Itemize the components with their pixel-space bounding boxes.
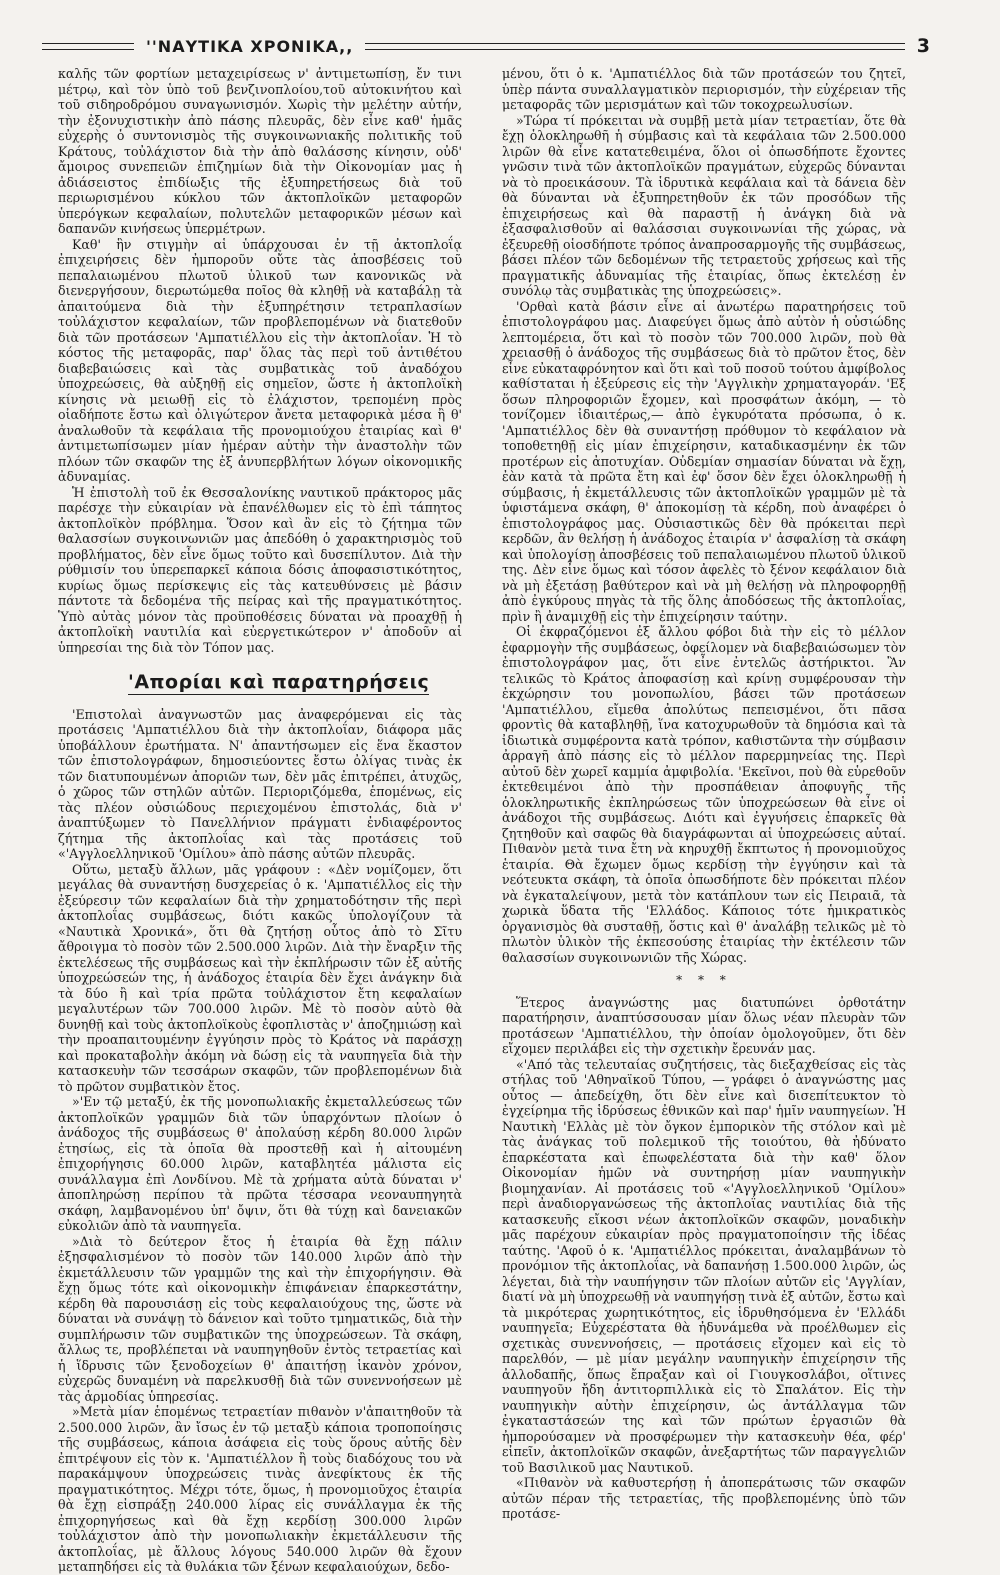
article-paragraph: μένου, ὅτι ὁ κ. 'Αμπατιέλλος διὰ τῶν προτάσεών του ζητεῖ, ὑπὲρ πάντα συναλλαγματικὸν περιορισμόν, τὴν εὐχέρειαν τῆς μεταφορᾶς τῶν μερισμάτων καὶ τῶν τοκοχρεωλυσίων. bbox=[502, 66, 906, 112]
page-header bbox=[42, 34, 930, 58]
article-paragraph: 'Επιστολαὶ ἀναγνωστῶν μας ἀναφερόμεναι εἰς τὰς προτάσεις 'Αμπατιέλλου διὰ τὴν ἀκτοπλοΐαν, διάφορα μᾶς ὑποβάλλουν ἐρωτήματα. Ν' ἀπαντήσωμεν εἰς ἕνα ἕκαστον τῶν ἐπιστολογράφων, δημοσιεύοντες ἔστω ὀλίγας τινὰς ἐκ τῶν διατυπουμένων ἀποριῶν των, δὲν μᾶς ἐπιτρέπει, ἀτυχῶς, ὁ χῶρος τῶν στηλῶν αὐτῶν. Περιοριζόμεθα, ἑπομένως, εἰς τὰς πλέον οὐσιώδους περιεχομένου ἐπιστολάς, διὰ ν' ἀναπτύξωμεν τὸ Πανελλήνιον πράγματι ἐνδιαφέροντος ζήτημα τῆς ἀκτοπλοΐας καὶ τὰς προτάσεις τοῦ «'Αγγλοελληνικοῦ 'Ομίλου» ἀπὸ πάσης αὐτῶν πλευρᾶς. bbox=[58, 706, 462, 861]
article-paragraph: »Μετὰ μίαν ἑπομένως τετραετίαν πιθανὸν ν'ἀπαιτηθοῦν τὰ 2.500.000 λιρῶν, ἂν ἴσως ἐν τῷ μεταξὺ κάποια τροποποίησις τῆς συμβάσεως, κάποια ἀσάφεια εἰς τοὺς ὅρους αὐτῆς δὲν ἐπιτρέψουν εἰς τὸν κ. 'Αμπατιέλλον ἢ τοὺς διαδόχους του νὰ παρακάμψουν ὑποχρεώσεις τινὰς ἀνεφίκτους ἐκ τῆς πραγματικότητος. Μέχρι τότε, ὅμως, ἡ προνομιοῦχος ἑταιρία θὰ ἔχῃ εἰσπράξῃ 240.000 λίρας εἰς συνάλλαγμα ἐκ τῆς ἐπιχορηγήσεως καὶ θὰ ἔχῃ κερδίσῃ 300.000 λιρῶν τοὐλάχιστον ἀπὸ τὴν μονοπωλιακὴν ἐκμετάλλευσιν τῆς ἀκτοπλοΐας, μὲ ἄλλους λόγους 540.000 λιρῶν θὰ ἔχουν μεταπηδήσει εἰς τὰ θυλάκια τῶν ξένων κεφαλαιούχων, δεδο- bbox=[58, 1404, 462, 1574]
article-paragraph: Ἡ ἐπιστολὴ τοῦ ἐκ Θεσσαλονίκης ναυτικοῦ πράκτορος μᾶς παρέσχε τὴν εὐκαιρίαν νὰ ἐπανέλθωμεν εἰς τὸ ἐπὶ τάπητος ἀκτοπλοϊκὸν πρόβλημα. Ὅσον καὶ ἂν εἰς τὸ ζήτημα τῶν θαλασσίων συγκοινωνιῶν μας ἀπεδόθη ὁ χαρακτηρισμὸς τοῦ προβλήματος, δὲν εἶνε ὅμως τοῦτο καὶ δυσεπίλυτον. Διὰ τὴν ρύθμισίν του ὑπερεπαρκεῖ κάποια δόσις ἀποφασιστικότητος, κυρίως ὅμως περίσκεψις εἰς τὰς κατευθύνσεις μὲ βάσιν πάντοτε τὰ δεδομένα τῆς πείρας καὶ τῆς πραγματικότητος. Ὑπὸ αὐτὰς μόνον τὰς προϋποθέσεις δύναται νὰ προαχθῇ ἡ ἀκτοπλοϊκὴ ναυτιλία καὶ εὐεργετικώτερον ν' ἀποδοῦν αἱ ὑπηρεσίαι της διὰ τὸν Τόπον μας. bbox=[58, 484, 462, 655]
section-heading-text: 'Απορίαι καὶ παρατηρήσεις bbox=[128, 671, 430, 693]
article-paragraph: »'Εν τῷ μεταξύ, ἐκ τῆς μονοπωλιακῆς ἐκμεταλλεύσεως τῶν ἀκτοπλοϊκῶν γραμμῶν διὰ τῶν ὑπαρχόντων πλοίων ὁ ἀνάδοχος τῆς συμβάσεως θ' ἀπολαύσῃ κέρδη 80.000 λιρῶν ἐτησίως, εἰς τὰ ὁποῖα θὰ προστεθῇ καὶ ἡ αἰτουμένη ἐπιχορήγησις 60.000 λιρῶν, καταβλητέα μάλιστα εἰς συνάλλαγμα ἐπὶ Λονδίνου. Μὲ τὰ χρήματα αὐτὰ δύναται ν' ἀποπληρώσῃ περίπου τὰ πρῶτα τέσσαρα νεοναυπηγητὰ σκάφη, λαμβανομένου ὑπ' ὄψιν, ὅτι θὰ τύχῃ καὶ δανειακῶν εὐκολιῶν ἀπὸ τὰ ναυπηγεῖα. bbox=[58, 1094, 462, 1233]
section-separator: * * * bbox=[676, 973, 732, 987]
article-paragraph: Οὕτω, μεταξὺ ἄλλων, μᾶς γράφουν : «Δὲν νομίζομεν, ὅτι μεγάλας θὰ συναντήσῃ δυσχερείας ὁ κ. 'Αμπατιέλλος εἰς τὴν ἐξεύρεσιν τῶν κεφαλαίων διὰ τὴν χρηματοδότησιν τῆς περὶ ἀκτοπλοΐας συμβάσεως, διότι κακῶς ὑπολογίζουν τὰ «Ναυτικὰ Χρονικά», ὅτι θὰ ζητήσῃ οὗτος ἀπὸ τὸ Σῖτυ ἄθροιγμα τὸ ποσὸν τῶν 2.500.000 λιρῶν. Διὰ τὴν ἔναρξιν τῆς ἐκτελέσεως τῆς συμβάσεως καὶ τὴν ἐκπλήρωσιν τῶν ἐξ αὐτῆς ὑποχρεώσεών της, ἡ ἀνάδοχος ἑταιρία δὲν ἔχει ἀνάγκην διὰ τὰ δύο ἢ καὶ τρία πρῶτα τοὐλάχιστον ἔτη κεφαλαίων μεγαλυτέρων τῶν 700.000 λιρῶν. Μὲ τὸ ποσὸν αὐτὸ θὰ δυνηθῇ καὶ τοὺς ἀκτοπλοϊκοὺς ἐφοπλιστὰς ν' ἀποζημιώσῃ καὶ τὴν προαπαιτουμένην ἐγγύησιν πρὸς τὸ Κράτος νὰ παράσχῃ καὶ προκαταβολὴν ἀκόμη νὰ δώσῃ εἰς τὰ ναυπηγεῖα διὰ τὴν κατασκευὴν τῶν τεσσάρων σκαφῶν, τῶν προβλεπομένων διὰ τὸ πρῶτον συμβατικὸν ἔτος. bbox=[58, 861, 462, 1094]
article-paragraph: Καθ' ἣν στιγμὴν αἱ ὑπάρχουσαι ἐν τῇ ἀκτοπλοΐᾳ ἐπιχειρήσεις δὲν ἠμποροῦν οὔτε τὰς ἀποσβέσεις τοῦ πεπαλαιωμένου πλωτοῦ ὑλικοῦ των κανονικῶς νὰ διενεργήσουν, διερωτώμεθα ποῖος θὰ κληθῇ νὰ καταβάλῃ τὰ ἀπαιτούμενα διὰ τὴν ἐξυπηρέτησιν τετραπλασίων τοὐλάχιστον κεφαλαίων, τῶν προβλεπομένων νὰ διατεθοῦν διὰ τῶν προτάσεων 'Αμπατιέλλου εἰς τὴν ἀκτοπλοΐαν. Ἡ τὸ κόστος τῆς μεταφορᾶς, παρ' ὅλας τὰς περὶ τοῦ ἀντιθέτου διαβεβαιώσεις καὶ τὰς συμβατικὰς τοῦ ἀναδόχου ὑποχρεώσεις, θὰ αὐξηθῇ εἰς σημεῖον, ὥστε ἡ ἀκτοπλοϊκὴ κίνησις νὰ μειωθῇ εἰς τὸ ἐλάχιστον, τρεπομένη πρὸς οἰαδήποτε ἔστω καὶ ὀλιγώτερον ἄνετα μεταφορικὰ μέσα ἢ θ' ἀναλωθοῦν τὰ κεφάλαια τῆς προνομιούχου ἑταιρίας καὶ θ' ἀντιμετωπίσωμεν μίαν ἡμέραν αὐτὴν τὴν ἀναστολὴν τῶν πλόων τῶν σκαφῶν της ἐξ ἀνυπερβλήτων λόγων οἰκονομικῆς ἀδυναμίας. bbox=[58, 236, 462, 484]
article-paragraph: 'Ορθαὶ κατὰ βάσιν εἶνε αἱ ἀνωτέρω παρατηρήσεις τοῦ ἐπιστολογράφου μας. Διαφεύγει ὅμως ἀπὸ αὐτὸν ἡ οὐσιώδης λεπτομέρεια, ὅτι καὶ τὸ ποσὸν τῶν 700.000 λιρῶν, ποὺ θὰ χρειασθῇ ὁ ἀνάδοχος τῆς συμβάσεως διὰ τὸ πρῶτον ἔτος, δὲν εἶνε εὐκαταφρόνητον καὶ ὅτι καὶ τοῦ ποσοῦ τούτου ἀμφίβολος καθίσταται ἡ ἐξεύρεσις εἰς τὴν 'Αγγλικὴν χρηματαγοράν. 'Εξ ὅσων πληροφοριῶν ἔχομεν, καὶ προσφάτων ἀκόμη, — τὸ τονίζομεν ἰδιαιτέρως,— ἀπὸ ἐγκυρότατα πρόσωπα, ὁ κ. 'Αμπατιέλλος δὲν θὰ συναντήσῃ πρόθυμον τὸ κεφάλαιον νὰ τοποθετηθῇ εἰς μίαν ἐπιχείρησιν, καταδικασμένην ἐκ τῶν προτέρων εἰς ἀποτυχίαν. Οὐδεμίαν σημασίαν δύναται νὰ ἔχῃ, ἐὰν κατὰ τὰ πρῶτα ἔτη καὶ ἐφ' ὅσον δὲν ἔχει ὁλοκληρωθῇ ἡ σύμβασις, ἡ ἐκμετάλλευσις τῶν ἀκτοπλοϊκῶν γραμμῶν μὲ τὰ ὑφιστάμενα σκάφη, θ' ἀποκομίσῃ τὰ κέρδη, ποὺ ἀναφέρει ὁ ἐπιστολογράφος μας. Οὐσιαστικῶς δὲν θὰ πρόκειται περὶ κερδῶν, ἂν θελήσῃ ἡ ἀνάδοχος ἑταιρία ν' ἀσφαλίσῃ τὰ σκάφη καὶ ὑπολογίσῃ ἀποσβέσεις τοῦ πεπαλαιωμένου πλωτοῦ ὑλικοῦ της. Δὲν εἶνε ὅμως καὶ τόσον ἀφελὲς τὸ ξένον κεφάλαιον διὰ νὰ μὴ ἐξετάσῃ βαθύτερον καὶ νὰ μὴ θελήσῃ νὰ πληροφορηθῇ ἀπὸ ἐγκύρους πηγὰς τὰ τῆς ὅλης ἀποδόσεως τῆς ἀκτοπλοΐας, πρὶν ἢ ἀναμιχθῇ εἰς τὴν ἐπιχείρησιν ταύτην. bbox=[502, 298, 906, 624]
article-paragraph: »Τώρα τί πρόκειται νὰ συμβῇ μετὰ μίαν τετραετίαν, ὅτε θὰ ἔχῃ ὁλοκληρωθῆ ἡ σύμβασις καὶ τὰ κεφάλαια τῶν 2.500.000 λιρῶν θὰ εἶνε κατατεθειμένα, ὅλοι οἱ ὁπωσδήποτε ἔχοντες γνῶσιν τινὰ τῶν ἀκτοπλοϊκῶν πραγμάτων, εὐχερῶς δύνανται νὰ τὸ προεικάσουν. Τὰ ἱδρυτικὰ κεφάλαια καὶ τὰ δάνεια δὲν θὰ δύνανται νὰ ἐξυπηρετηθοῦν ἐκ τῶν προσόδων τῆς ἐπιχειρήσεως καὶ θὰ παραστῇ ἡ ἀνάγκη διὰ νὰ ἐξασφαλισθοῦν αἱ θαλάσσιαι συγκοινωνίαι τῆς χώρας, νὰ ἐξευρεθῇ οἱοσδήποτε τρόπος ἀναπροσαρμογῆς τῆς συμβάσεως, βάσει πλέον τῶν δεδομένων τῆς τετραετοῦς χρήσεως καὶ τῆς πραγματικῆς ἀδυναμίας τῆς ἑταιρίας, ὅπως ἐκτελέσῃ ἐν συνόλῳ τὰς συμβατικὰς της ὑποχρεώσεις». bbox=[502, 112, 906, 298]
article-paragraph: Ἕτερος ἀναγνώστης μας διατυπώνει ὀρθοτάτην παρατήρησιν, ἀναπτύσσουσαν μίαν ὅλως νέαν πλευρὰν τῶν προτάσεων 'Αμπατιέλλου, τὴν ὁποίαν ὁμολογοῦμεν, ὅτι δὲν εἴχομεν περιλάβει εἰς τὴν σχετικὴν ἔρευνάν μας. bbox=[502, 994, 906, 1056]
page-number: 3 bbox=[916, 35, 930, 57]
article-paragraph: »Διὰ τὸ δεύτερον ἔτος ἡ ἑταιρία θὰ ἔχῃ πάλιν ἐξησφαλισμένον τὸ ποσὸν τῶν 140.000 λιρῶν ἀπὸ τὴν ἐκμετάλλευσιν τῶν γραμμῶν της καὶ τὴν ἐπιχορήγησιν. Θὰ ἔχῃ ὅμως τότε καὶ οἰκονομικὴν ἐπιφάνειαν ἐπαρκεστάτην, κέρδη θὰ παρουσιάσῃ εἰς τοὺς κεφαλαιούχους της, ὥστε νὰ δύναται νὰ συνάψῃ τὸ δάνειον καὶ τοῦτο τμηματικῶς, διὰ τὴν συμπλήρωσιν τῶν συμβατικῶν της ὑποχρεώσεων. Τὰ σκάφη, ἄλλως τε, προβλέπεται νὰ ναυπηγηθοῦν ἐντὸς τετραετίας καὶ ἡ ἵδρυσις τῶν ξενοδοχείων θ' ἀπαιτήσῃ ἱκανὸν χρόνον, εὐχερῶς δυναμένη νὰ παρελκυσθῇ διὰ τῶν συνεννοήσεων μὲ τὰς ἁρμοδίας ὑπηρεσίας. bbox=[58, 1233, 462, 1404]
header-rule-left bbox=[42, 43, 134, 50]
journal-title: ''ΝΑΥΤΙΚΑ ΧΡΟΝΙΚΑ,, bbox=[146, 36, 354, 56]
article-paragraph: καλῆς τῶν φορτίων μεταχειρίσεως ν' ἀντιμετωπίσῃ, ἔν τινι μέτρῳ, καὶ τὸν ὑπὸ τοῦ βενζινοπλοίου,τοῦ αὐτοκινήτου καὶ τοῦ σιδηροδρόμου συναγωνισμόν. Χωρὶς τὴν μελέτην αὐτήν, τὴν ἐξονυχιστικὴν ἀπὸ πάσης πλευρᾶς, δὲν εἶνε καθ' ἡμᾶς εὐχερὴς ὁ συντονισμὸς τῆς συγκοινωνιακῆς πολιτικῆς τοῦ Κράτους, τοὐλάχιστον διὰ τὴν ἀπὸ θαλάσσης κίνησιν, οὐδ' ἄμοιρος συνεπειῶν ἐπιζημίων διὰ τὴν Οἰκονομίαν μας ἡ ἀδιάσειστος ἐπιδίωξις τῆς ἐξυπηρετήσεως διὰ τοῦ περιωρισμένου κύκλου τῶν ἀκτοπλοϊκῶν μεταφορῶν ὑπερόγκων κεφαλαίων, πολυτελῶν μεταφορικῶν μέσων καὶ δαπανῶν κινήσεως ὑπερμέτρων. bbox=[58, 66, 462, 236]
article-paragraph: Οἱ ἐκφραζόμενοι ἐξ ἄλλου φόβοι διὰ τὴν εἰς τὸ μέλλον ἐφαρμογὴν τῆς συμβάσεως, ὀφείλομεν νὰ διαβεβαιώσωμεν τὸν ἐπιστολογράφον μας, ὅτι εἶνε ἐντελῶς ἀστήρικτοι. Ἂν τελικῶς τὸ Κράτος ἀποφασίσῃ καὶ κρίνῃ συμφέρουσαν τὴν ἐκχώρησιν του μονοπωλίου, βάσει τῶν προτάσεων 'Αμπατιέλλου, εἴμεθα ἀπολύτως πεπεισμένοι, ὅτι πᾶσα φροντὶς θὰ καταβληθῇ, ἵνα κατοχυρωθοῦν τὰ δημόσια καὶ τὰ ἰδιωτικὰ συμφέροντα κατὰ τρόπον, καθιστῶντα τὴν σύμβασιν ἀρραγῆ ἀπὸ πάσης εἰς τὸ μέλλον παρερμηνείας της. Περὶ αὐτοῦ δὲν χωρεῖ καμμία ἀμφιβολία. 'Εκεῖνοι, ποὺ θὰ εὑρεθοῦν ἐκτεθειμένοι ἀπὸ τὴν προσπάθειαν ἀποφυγῆς τῆς ὁλοκληρωτικῆς ἐκπληρώσεως τῶν ὑποχρεώσεων θὰ εἶνε οἱ ἀνάδοχοι τῆς συμβάσεως. Διότι καὶ ἐγγυήσεις ἐπαρκεῖς θὰ ζητηθοῦν καὶ σαφῶς θὰ διαγράφωνται αἱ ὑποχρεώσεις αὐταί. Πιθανὸν μετὰ τινα ἔτη νὰ κηρυχθῇ ἔκπτωτος ἡ προνομιοῦχος ἑταιρία. Θὰ ἔχωμεν ὅμως κερδίσῃ τὴν ἐγγύησιν καὶ τὰ νεότευκτα σκάφη, τὰ ὁποῖα ὁπωσδήποτε δὲν πρόκειται πλέον νὰ ἐγκαταλείψουν, μετὰ τὸν κατάπλουν των εἰς Πειραιᾶ, τὰ χωρικὰ ὕδατα τῆς 'Ελλάδος. Κάποιος τότε ἡμικρατικὸς ὀργανισμὸς θὰ συσταθῇ, ὅστις καὶ θ' ἀναλάβῃ τελικῶς μὲ τὸ πλωτὸν ὑλικὸν τῆς ἐκπεσούσης ἑταιρίας τὴν ἐκτέλεσιν τῶν θαλασσίων συγκοινωνιῶν τῆς Χώρας. bbox=[502, 624, 906, 965]
left-column bbox=[58, 66, 462, 1574]
right-column bbox=[502, 66, 906, 1521]
header-rule-right bbox=[365, 43, 904, 50]
article-paragraph: «'Από τὰς τελευταίας συζητήσεις, τὰς διεξαχθείσας εἰς τὰς στήλας τοῦ 'Αθηναϊκοῦ Τύπου, — γράφει ὁ ἀναγνώστης μας οὗτος — ἀπεδείχθη, ὅτι δὲν εἶνε καὶ δισεπίτευκτον τὸ ἐγχείρημα τῆς ἱδρύσεως ἐθνικῶν καὶ παρ' ἡμῖν ναυπηγείων. Ἡ Ναυτικὴ 'Ελλὰς μὲ τὸν ὄγκον ἐμπορικὸν τῆς στόλον καὶ μὲ τὰς ἀνάγκας τοῦ πολεμικοῦ τῆς τοιούτου, θὰ ἠδύνατο ἐπαρκέστατα καὶ ἐπωφελέστατα διὰ τὴν καθ' ὅλον Οἰκονομίαν ἡμῶν νὰ συντηρήσῃ μίαν ναυπηγικὴν βιομηχανίαν. Αἱ προτάσεις τοῦ «'Αγγλοελληνικοῦ 'Ομίλου» περὶ ἀναδιοργανώσεως τῆς ἀκτοπλοΐας ναυτιλίας διὰ τῆς κατασκευῆς εἴκοσι νέων ἀκτοπλοϊκῶν σκαφῶν, μοναδικὴν μᾶς παρέχουν εὐκαιρίαν πρὸς πραγματοποίησιν τῆς ἰδέας ταύτης. 'Αφοῦ ὁ κ. 'Αμπατιέλλος πρόκειται, ἀναλαμβάνων τὸ προνόμιον τῆς ἀκτοπλοΐας, νὰ δαπανήσῃ 1.500.000 λιρῶν, ὡς λέγεται, διὰ τὴν ναυπήγησιν τῶν πλοίων αὐτῶν εἰς 'Αγγλίαν, διατί νὰ μὴ ὑποχρεωθῇ νὰ ναυπηγήσῃ τινὰ ἐξ αὐτῶν, ἔστω καὶ τὰ μικρότερας χωρητικότητος, εἰς ἱδρυθησόμενα ἐν 'Ελλάδι ναυπηγεῖα; Εὐχερέστατα θὰ ἠδυνάμεθα νὰ προέλθωμεν εἰς σχετικὰς συνεννοήσεις, — προτάσεις εἴχομεν καὶ εἰς τὸ παρελθόν, — μὲ μίαν μεγάλην ναυπηγικὴν ἐπιχείρησιν τῆς ἀλλοδαπῆς, ὅπως ἔπραξαν καὶ οἱ Γιουγκοσλάβοι, οἵτινες ναυπηγοῦν ἤδη ἀντιτορπιλλικὰ εἰς τὸ Σπαλάτον. Εἰς τὴν ναυπηγικὴν αὐτὴν ἐπιχείρησιν, ὡς ἀντάλλαγμα τῶν ἐγκαταστάσεών της καὶ τῶν πρώτων ἐργασιῶν θὰ ἠμπορούσαμεν νὰ προσφέρωμεν τὴν κατασκευὴν θέα, φέρ' εἰπεῖν, ἀκτοπλοϊκῶν σκαφῶν, ἀνεξαρτήτως τῶν παραγγελιῶν τοῦ Βασιλικοῦ μας Ναυτικοῦ. bbox=[502, 1056, 906, 1475]
article-paragraph: «Πιθανὸν νὰ καθυστερήσῃ ἡ ἀποπεράτωσις τῶν σκαφῶν αὐτῶν πέραν τῆς τετραετίας, τῆς προβλεπομένης ὑπὸ τῶν προτάσε- bbox=[502, 1475, 906, 1521]
section-heading bbox=[58, 671, 462, 693]
